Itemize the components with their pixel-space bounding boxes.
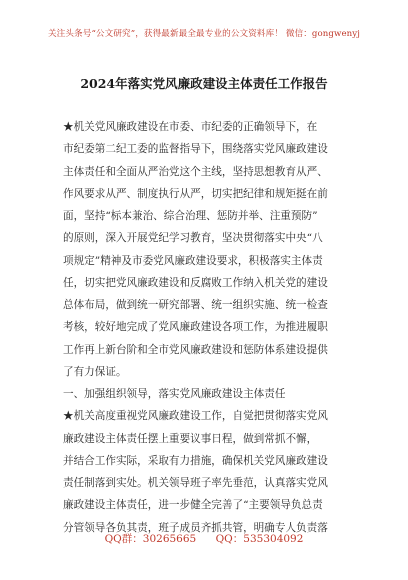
body-line: ★机关党风廉政建设在市委、市纪委的正确领导下，在	[63, 121, 318, 133]
body-line: 作风要求从严、制度执行从严，切实把纪律和规矩挺在前	[63, 187, 328, 200]
body-line: ★机关高度重视党风廉政建设工作，自觉把贯彻落实党风	[63, 410, 328, 423]
document-body	[63, 116, 348, 539]
body-line: 工作再上新台阶和全市党风廉政建设和惩防体系建设提供	[63, 343, 328, 356]
body-line: 主体责任和全面从严治党这个主线，坚持思想教育从严、	[63, 165, 328, 178]
footer-qq-number: QQ：535304092	[215, 533, 304, 545]
body-line: 的原则，深入开展党纪学习教育，坚决贯彻落实中央“八	[63, 232, 323, 245]
body-line: 分管领导各负其责，班子成员齐抓共管，明确专人负责落	[63, 521, 328, 534]
body-line: 责任制落到实处。机关领导班子率先垂范，认真落实党风	[63, 477, 328, 489]
body-line: 总体布局，做到统一研究部署、统一组织实施、统一检查	[63, 299, 328, 311]
header-notice: 关注头条号“公文研究”，获得最新最全最专业的公文资料库！ 微信：gongwenyj	[47, 29, 361, 39]
body-line: 任，切实把党风廉政建设和反腐败工作纳入机关党的建设	[63, 276, 328, 289]
document-title: 2024年落实党风廉政建设主体责任工作报告	[80, 76, 328, 91]
body-line: 一、加强组织领导，落实党风廉政建设主体责任	[63, 388, 286, 400]
body-line: 并结合工作实际，采取有力措施，确保机关党风廉政建设	[63, 454, 328, 467]
body-line: 了有力保证。	[63, 365, 127, 378]
body-line: 考核，较好地完成了党风廉政建设各项工作，为推进履职	[63, 321, 328, 334]
footer-qq-group: QQ群：30265665	[104, 533, 197, 545]
body-line: 项规定”精神及市委党风廉政建设要求，积极落实主体责	[63, 254, 323, 267]
body-line: 廉政建设主体责任，进一步健全完善了“主要领导负总责	[63, 499, 323, 512]
body-line: 廉政建设主体责任摆上重要议事日程，做到常抓不懈，	[63, 432, 318, 445]
footer-contact	[0, 531, 408, 546]
body-line: 市纪委第二纪工委的监督指导下，围绕落实党风廉政建设	[63, 143, 328, 156]
body-line: 面，坚持“标本兼治、综合治理、惩防并举、注重预防”	[63, 210, 318, 222]
